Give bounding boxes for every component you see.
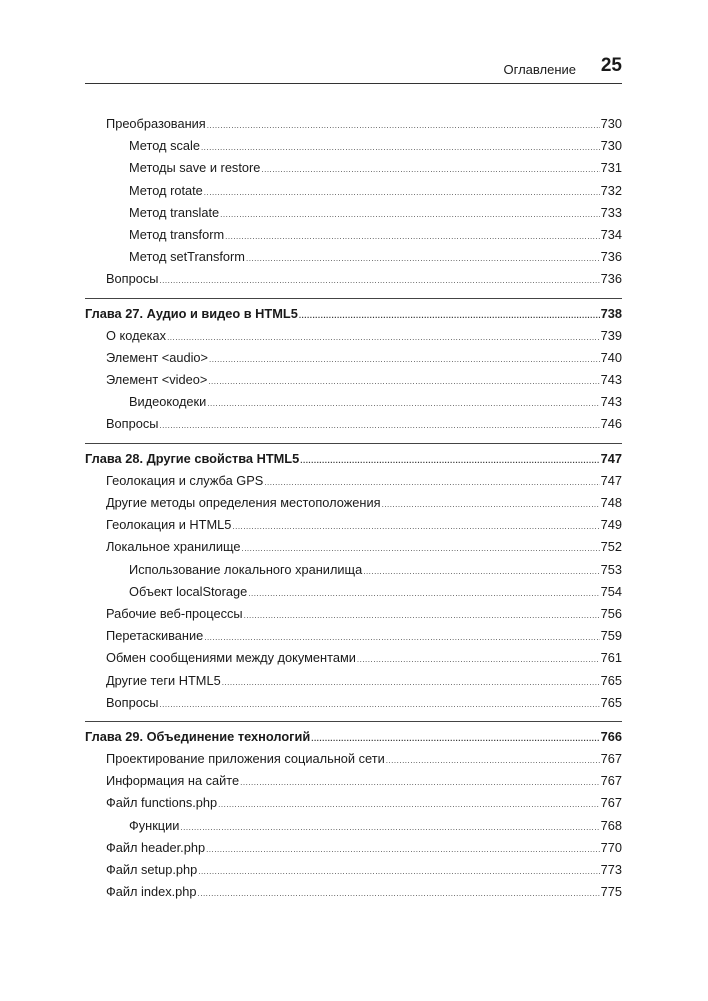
toc-entry: [85, 246, 622, 268]
toc-entry-page: 746: [600, 416, 622, 432]
toc-entry-title: Видеокодеки: [129, 394, 207, 410]
toc-entry-page: 736: [600, 249, 622, 265]
toc-entry-page: 773: [600, 862, 622, 877]
toc-entry-page: 743: [600, 394, 622, 410]
toc-entry-title: Другие теги HTML5: [106, 672, 221, 688]
toc-entry: [85, 492, 622, 514]
toc-entry-page: 759: [600, 628, 622, 644]
toc-entry: [85, 881, 622, 903]
dot-leader: [159, 270, 599, 292]
dot-leader: [204, 627, 599, 649]
toc-entry: [85, 180, 622, 202]
toc-entry-title: Вопросы: [106, 416, 159, 432]
toc-entry-page: 731: [600, 160, 622, 176]
toc-entry-title: Другие методы определения местоположения: [106, 495, 381, 510]
dot-leader: [261, 159, 599, 181]
dot-leader: [208, 371, 599, 393]
toc-entry-title: Объект localStorage: [129, 583, 248, 599]
toc-entry: [85, 157, 622, 179]
toc-entry: [85, 325, 622, 347]
toc-entry-page: 736: [600, 271, 622, 287]
toc-entry-title: Файл setup.php: [106, 862, 198, 877]
dot-leader: [198, 861, 599, 883]
toc-entry: [85, 603, 622, 625]
toc-entry-title: Элемент <video>: [106, 372, 208, 388]
toc-chapter: [85, 443, 622, 470]
toc-entry: [85, 536, 622, 558]
dot-leader: [159, 415, 599, 437]
toc-entry-page: 732: [600, 182, 622, 198]
toc-entry-page: 730: [600, 138, 622, 154]
toc-entry-title: Элемент <audio>: [106, 349, 209, 365]
toc-entry: [85, 135, 622, 157]
toc-entry-page: 743: [600, 372, 622, 388]
dot-leader: [264, 472, 599, 494]
dot-leader: [382, 494, 600, 516]
toc-entry-page: 767: [600, 751, 622, 767]
toc-entry-title: Метод scale: [129, 138, 200, 154]
dot-leader: [180, 817, 599, 839]
toc-entry-page: 768: [600, 817, 622, 833]
table-of-contents: [85, 113, 622, 903]
toc-entry: [85, 670, 622, 692]
toc-entry: [85, 202, 622, 224]
dot-leader: [386, 750, 600, 772]
toc-entry: [85, 559, 622, 581]
toc-entry-title: Обмен сообщениями между документами: [106, 650, 356, 666]
toc-entry-title: Геолокация и служба GPS: [106, 472, 264, 488]
dot-leader: [198, 883, 600, 905]
dot-leader: [299, 305, 600, 327]
toc-entry-page: 739: [600, 327, 622, 343]
toc-entry-page: 767: [600, 795, 622, 811]
toc-entry-title: Преобразования: [106, 116, 206, 131]
toc-entry: [85, 815, 622, 837]
toc-entry-title: Файл header.php: [106, 839, 206, 855]
toc-entry-title: Локальное хранилище: [106, 539, 241, 555]
toc-entry-page: 752: [600, 539, 622, 555]
toc-entry-title: Использование локального хранилища: [129, 561, 363, 577]
toc-entry-page: 747: [600, 472, 622, 488]
toc-entry-title: Функции: [129, 817, 180, 833]
toc-entry-title: Перетаскивание: [106, 628, 204, 644]
toc-entry: [85, 581, 622, 603]
toc-entry-title: Информация на сайте: [106, 773, 240, 789]
toc-entry-title: Метод translate: [129, 204, 220, 220]
toc-entry-page: 766: [600, 728, 622, 744]
toc-entry-title: Файл functions.php: [106, 795, 218, 811]
toc-entry-title: Глава 28. Другие свойства HTML5: [85, 450, 300, 466]
toc-entry: [85, 837, 622, 859]
dot-leader: [206, 839, 600, 861]
toc-entry-title: Метод rotate: [129, 182, 203, 198]
dot-leader: [218, 794, 599, 816]
dot-leader: [225, 226, 600, 248]
toc-chapter: [85, 721, 622, 748]
dot-leader: [159, 694, 599, 716]
toc-entry-page: 761: [600, 650, 622, 666]
toc-entry: [85, 647, 622, 669]
toc-entry: [85, 113, 622, 135]
toc-entry: [85, 413, 622, 435]
section-title: Оглавление: [503, 62, 576, 77]
dot-leader: [357, 649, 600, 671]
toc-entry-page: 748: [600, 495, 622, 510]
toc-entry: [85, 224, 622, 246]
dot-leader: [207, 393, 599, 415]
toc-entry: [85, 347, 622, 369]
toc-entry-title: О кодеках: [106, 327, 167, 343]
toc-entry-page: 740: [600, 349, 622, 365]
toc-entry-title: Проектирование приложения социальной сети: [106, 751, 385, 767]
dot-leader: [232, 516, 599, 538]
toc-entry-title: Метод setTransform: [129, 249, 245, 265]
toc-entry-title: Рабочие веб-процессы: [106, 605, 243, 621]
toc-entry-title: Глава 29. Объединение технологий: [85, 728, 311, 744]
toc-entry-title: Методы save и restore: [129, 160, 261, 176]
dot-leader: [204, 182, 600, 204]
dot-leader: [222, 672, 600, 694]
toc-entry-page: 767: [600, 773, 622, 789]
toc-entry: [85, 514, 622, 536]
dot-leader: [248, 583, 599, 605]
toc-entry: [85, 369, 622, 391]
toc-entry: [85, 625, 622, 647]
toc-entry-page: 753: [600, 561, 622, 577]
toc-entry: [85, 391, 622, 413]
dot-leader: [311, 728, 599, 750]
toc-entry-page: 770: [600, 839, 622, 855]
toc-entry-title: Метод transform: [129, 226, 225, 242]
toc-entry-page: 734: [600, 226, 622, 242]
toc-entry-page: 747: [600, 450, 622, 466]
toc-entry: [85, 792, 622, 814]
dot-leader: [246, 248, 600, 270]
toc-entry-page: 749: [600, 517, 622, 533]
toc-entry-page: 754: [600, 583, 622, 599]
toc-entry: [85, 470, 622, 492]
toc-entry: [85, 770, 622, 792]
toc-chapter: [85, 298, 622, 325]
toc-entry-page: 738: [600, 305, 622, 321]
toc-entry-title: Глава 27. Аудио и видео в HTML5: [85, 305, 298, 321]
dot-leader: [201, 137, 600, 159]
toc-entry-page: 775: [600, 884, 622, 900]
toc-entry: [85, 268, 622, 290]
toc-entry-page: 730: [600, 116, 622, 131]
running-header: [85, 55, 622, 84]
toc-entry-page: 756: [600, 605, 622, 621]
toc-entry-title: Файл index.php: [106, 884, 197, 900]
dot-leader: [300, 450, 599, 472]
dot-leader: [220, 204, 599, 226]
page-number: 25: [600, 55, 622, 76]
dot-leader: [207, 115, 600, 137]
toc-entry: [85, 692, 622, 714]
toc-entry-title: Вопросы: [106, 694, 159, 710]
dot-leader: [167, 327, 600, 349]
toc-entry: [85, 748, 622, 770]
dot-leader: [209, 349, 600, 371]
toc-entry-title: Вопросы: [106, 271, 159, 287]
dot-leader: [244, 605, 600, 627]
toc-entry-page: 733: [600, 204, 622, 220]
toc-entry-title: Геолокация и HTML5: [106, 517, 232, 533]
dot-leader: [363, 561, 599, 583]
dot-leader: [240, 772, 599, 794]
toc-entry: [85, 859, 622, 881]
toc-entry-page: 765: [600, 672, 622, 688]
toc-entry-page: 765: [600, 694, 622, 710]
dot-leader: [241, 538, 599, 560]
